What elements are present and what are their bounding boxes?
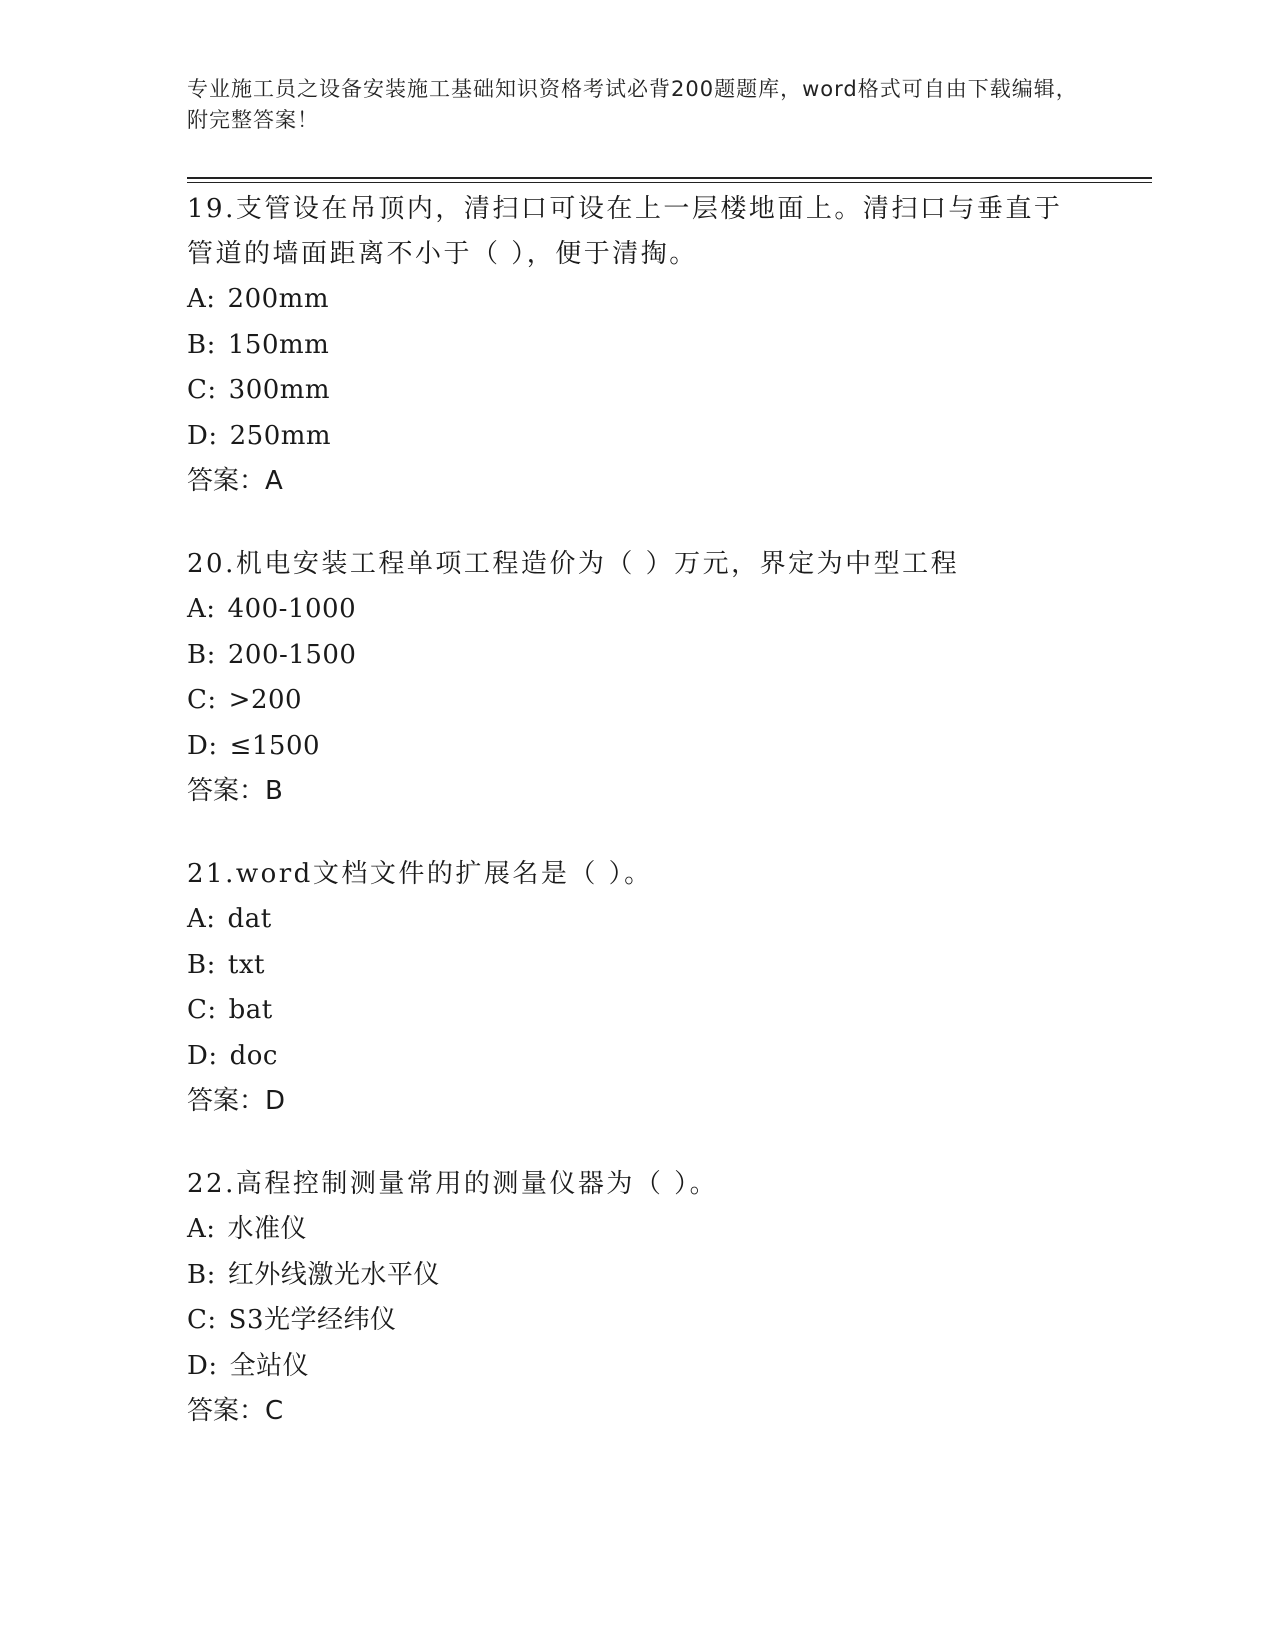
option-d [187,724,1152,770]
question-stem: 22.高程控制测量常用的测量仪器为（ ）。 [187,1169,719,1199]
header-divider [187,177,1152,183]
question-21 [187,852,1152,1123]
question-20 [187,542,1152,813]
option-c [187,368,1152,414]
answer-line [187,1079,1152,1123]
option-label: D: [187,730,218,761]
answer-line [187,1389,1152,1433]
answer-label: 答案： [187,466,266,496]
question-list [187,187,1152,1472]
option-c [187,678,1152,724]
option-label: C: [187,1305,217,1335]
option-text: doc [229,1040,278,1071]
option-b [187,633,1152,679]
option-text: ≤1500 [229,730,321,761]
option-text: S3光学经纬仪 [228,1305,397,1335]
answer-label: 答案： [187,1086,266,1116]
answer-line [187,769,1152,813]
answer-value: D [265,1086,286,1116]
option-label: D: [187,420,218,451]
option-label: A: [187,904,216,934]
option-text: 250mm [229,420,332,451]
option-text: 400-1000 [227,594,357,624]
option-text: bat [228,995,273,1025]
option-text: 150mm [227,329,330,360]
option-text: 全站仪 [229,1350,310,1381]
option-label: A: [187,594,216,624]
option-d [187,1034,1152,1080]
option-label: C: [187,685,217,715]
option-label: D: [187,1040,218,1071]
answer-line [187,459,1152,503]
option-label: C: [187,995,217,1025]
option-label: A: [187,1214,216,1244]
option-text: 红外线激光水平仪 [227,1259,440,1290]
option-text: txt [227,949,265,980]
question-stem: 21.word文档文件的扩展名是（ ）。 [187,859,653,889]
document-header: 专业施工员之设备安装施工基础知识资格考试必背200题题库，word格式可自由下载编辑，附完整答案！ [187,77,1078,132]
option-c [187,988,1152,1034]
question-stem: 19.支管设在吊顶内，清扫口可设在上一层楼地面上。清扫口与垂直于管道的墙面距离不小于（ ），便于清掏。 [187,194,1063,269]
option-a [187,1207,1152,1253]
answer-value: B [265,776,283,806]
option-d [187,414,1152,460]
option-text: 水准仪 [227,1214,308,1244]
option-label: B: [187,1259,216,1290]
option-text: 200mm [227,284,329,314]
answer-label: 答案： [187,1396,266,1426]
option-b [187,1253,1152,1299]
option-a [187,277,1152,323]
answer-value: C [265,1396,284,1426]
option-text: >200 [228,685,303,715]
answer-label: 答案： [187,776,266,806]
question-19 [187,187,1152,503]
option-label: D: [187,1350,218,1381]
option-label: B: [187,329,216,360]
option-text: 300mm [228,375,331,405]
question-stem: 20.机电安装工程单项工程造价为（ ）万元，界定为中型工程 [187,549,960,579]
option-label: B: [187,949,216,980]
question-22 [187,1162,1152,1433]
option-a [187,587,1152,633]
option-c [187,1298,1152,1344]
option-a [187,897,1152,943]
option-b [187,323,1152,369]
option-text: 200-1500 [227,639,357,670]
option-label: A: [187,284,216,314]
option-text: dat [227,904,272,934]
option-label: C: [187,375,217,405]
answer-value: A [265,466,283,496]
option-b [187,943,1152,989]
option-d [187,1344,1152,1390]
option-label: B: [187,639,216,670]
